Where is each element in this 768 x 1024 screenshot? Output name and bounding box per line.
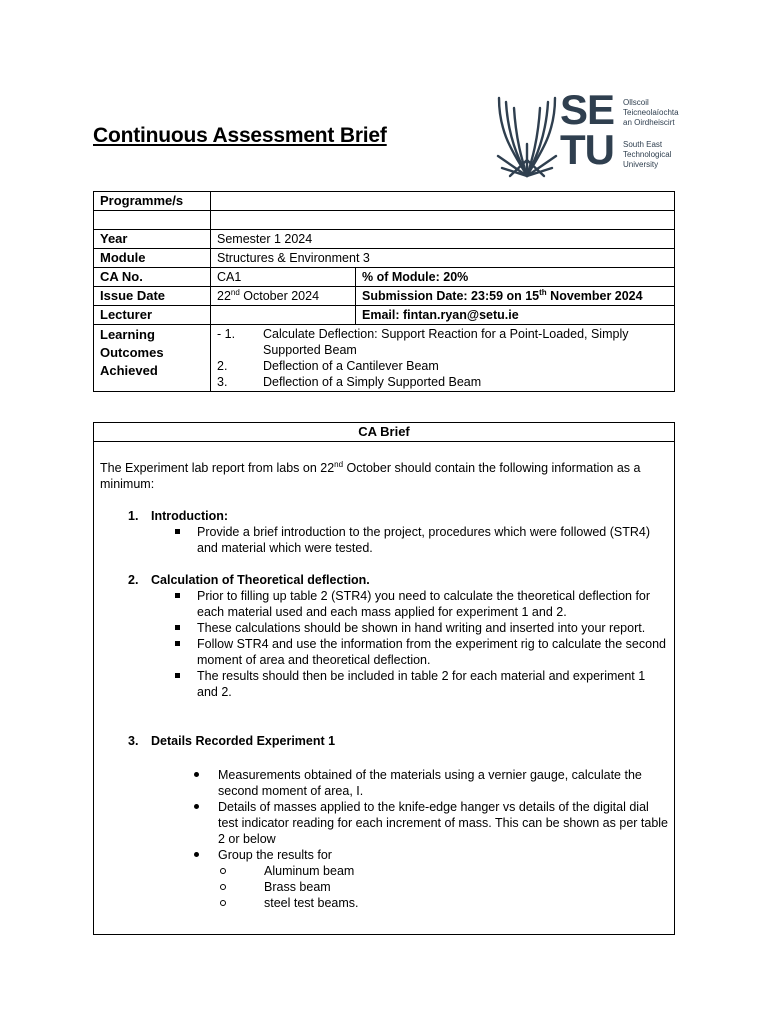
list-item: Follow STR4 and use the information from the experiment rig to calculate the second moment of area and theoretical deflection. — [175, 636, 668, 668]
section-bullets — [100, 767, 668, 911]
issue-row — [94, 287, 675, 306]
section-title: 3. Details Recorded Experiment 1 — [128, 734, 336, 748]
blank-row — [94, 211, 675, 230]
setu-logo-mark-icon — [496, 96, 558, 178]
module-row — [94, 249, 675, 268]
programme-row — [94, 192, 675, 211]
learning-outcome-item: 2. Deflection of a Cantilever Beam — [217, 359, 439, 373]
year-row — [94, 230, 675, 249]
issue-date-label: Issue Date — [94, 287, 211, 306]
percent-of-module: % of Module: 20% — [356, 268, 675, 287]
list-item: Brass beam — [218, 879, 668, 895]
setu-logo-letters: SE TU — [560, 86, 615, 173]
setu-logo-english-name: South East Technological University — [623, 140, 672, 169]
ca-brief-heading: CA Brief — [94, 423, 674, 442]
material-sub-list — [218, 863, 668, 911]
list-item: Measurements obtained of the materials using a vernier gauge, calculate the second moment of area, I. — [194, 767, 668, 799]
lecturer-email: Email: fintan.ryan@setu.ie — [356, 306, 675, 325]
learning-outcomes-label: Learning Outcomes Achieved — [94, 325, 211, 392]
brief-intro-paragraph: The Experiment lab report from labs on 22nd October should contain the following information as a minimum: — [100, 459, 641, 491]
list-item: Provide a brief introduction to the project, procedures which were followed (STR4) and material which were tested. — [175, 524, 668, 556]
list-item: Details of masses applied to the knife-edge hanger vs details of the digital dial test indicator reading for each increment of mass. This can be shown as per table 2 or below — [194, 799, 668, 847]
section-bullets — [100, 588, 668, 700]
lecturer-value — [211, 306, 356, 325]
lecturer-row — [94, 306, 675, 325]
module-label: Module — [94, 249, 211, 268]
learning-outcomes-list — [211, 325, 675, 392]
ca-value: CA1 — [211, 268, 356, 287]
learning-outcome-item: - 1. Calculate Deflection: Support Reaction for a Point-Loaded, Simply Supported Beam — [217, 327, 629, 357]
assessment-info-table — [93, 191, 675, 392]
module-value: Structures & Environment 3 — [211, 249, 675, 268]
blank-value-cell — [211, 211, 675, 230]
section-details-experiment-1 — [100, 733, 668, 911]
ca-label: CA No. — [94, 268, 211, 287]
ca-row — [94, 268, 675, 287]
list-item: steel test beams. — [218, 895, 668, 911]
blank-label-cell — [94, 211, 211, 230]
lecturer-label: Lecturer — [94, 306, 211, 325]
list-item: These calculations should be shown in hand writing and inserted into your report. — [175, 620, 668, 636]
section-introduction — [100, 508, 668, 556]
section-bullets — [100, 524, 668, 556]
setu-logo — [496, 86, 686, 178]
programme-value — [211, 192, 675, 211]
list-item: Aluminum beam — [218, 863, 668, 879]
section-title: 2. Calculation of Theoretical deflection. — [128, 573, 370, 587]
submission-date: Submission Date: 23:59 on 15th November 2024 — [356, 287, 675, 306]
list-item: Group the results for Aluminum beam Brass beam steel test beams. — [194, 847, 668, 911]
section-theoretical-deflection — [100, 572, 668, 700]
issue-date-value: 22nd October 2024 — [211, 287, 356, 306]
learning-outcome-item: 3. Deflection of a Simply Supported Beam — [217, 375, 482, 389]
year-label: Year — [94, 230, 211, 249]
year-value: Semester 1 2024 — [211, 230, 675, 249]
ca-brief-body — [94, 442, 674, 911]
section-title: 1. Introduction: — [128, 509, 229, 523]
list-item: The results should then be included in table 2 for each material and experiment 1 and 2. — [175, 668, 668, 700]
programme-label: Programme/s — [94, 192, 211, 211]
list-item: Prior to filling up table 2 (STR4) you need to calculate the theoretical deflection for each material used and each mass applied for experiment 1 and 2. — [175, 588, 668, 620]
learning-outcomes-row — [94, 325, 675, 392]
setu-logo-irish-name: Ollscoil Teicneolaíochta an Oirdheiscirt — [623, 98, 679, 127]
document-title: Continuous Assessment Brief — [93, 124, 387, 147]
ca-brief-box — [93, 422, 675, 935]
